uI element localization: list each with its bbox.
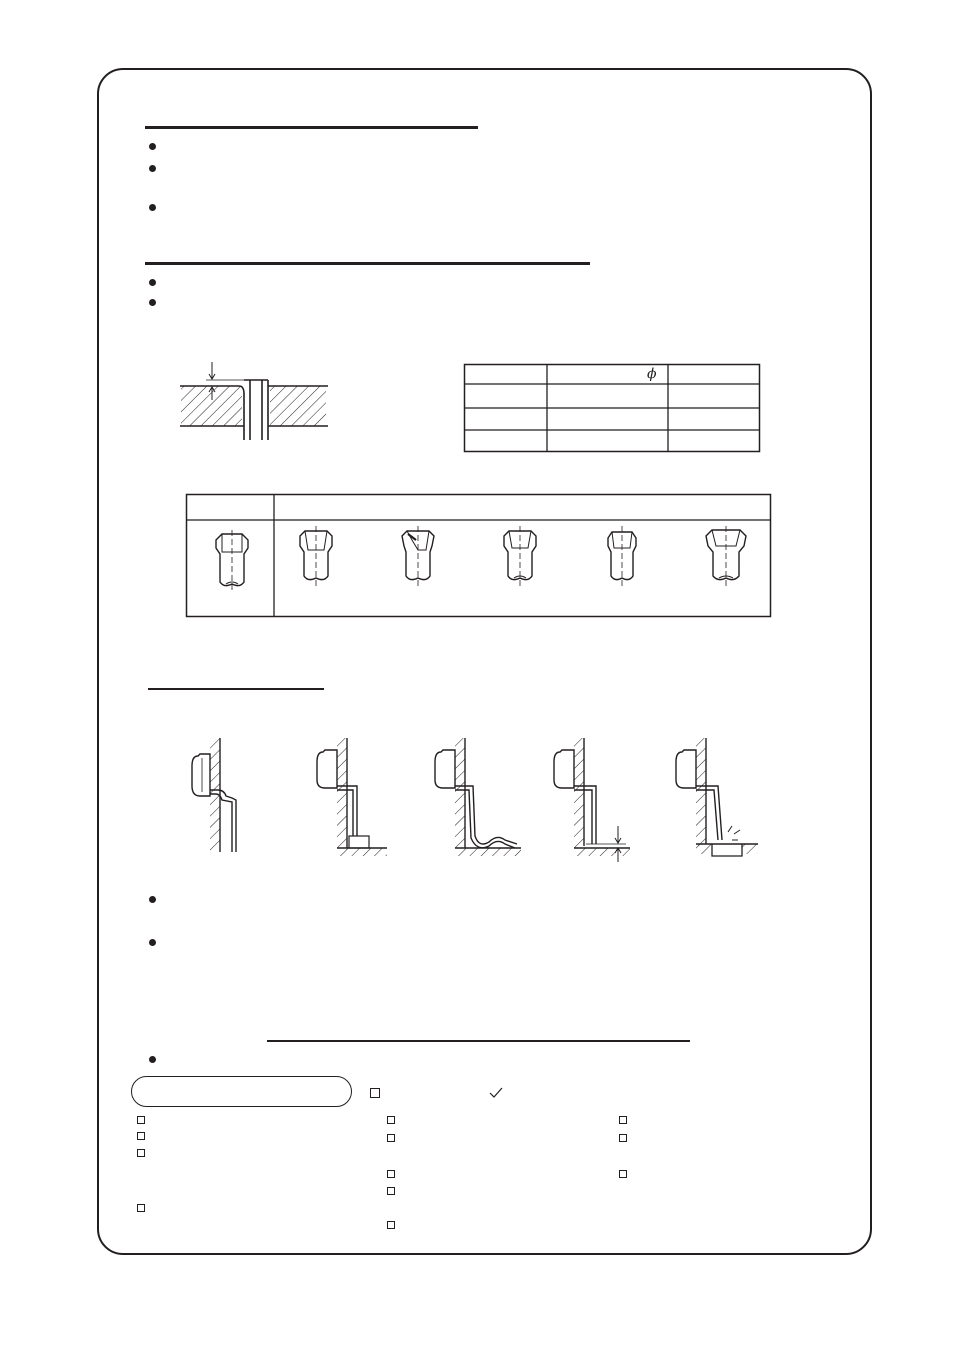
- checklist-checkbox[interactable]: [137, 1132, 145, 1140]
- checklist-checkbox[interactable]: [387, 1134, 395, 1142]
- section-3-heading-rule: [148, 688, 324, 690]
- flare-defect-icon-1: [296, 524, 336, 588]
- checklist-title-box: [131, 1076, 352, 1107]
- checklist-checkbox[interactable]: [619, 1116, 627, 1124]
- checklist-checkbox[interactable]: [619, 1170, 627, 1178]
- drain-pipe-figure-4: [550, 736, 640, 866]
- bullet-icon: [149, 299, 156, 306]
- checklist-header-checkbox[interactable]: [370, 1088, 380, 1098]
- section-1-heading-rule: [145, 126, 478, 129]
- checklist-checkbox[interactable]: [137, 1149, 145, 1157]
- checklist-checkbox[interactable]: [387, 1170, 395, 1178]
- diameter-symbol: ϕ: [647, 366, 657, 382]
- flare-correct-icon: [212, 528, 252, 592]
- checklist-checkbox[interactable]: [387, 1221, 395, 1229]
- bullet-icon: [149, 165, 156, 172]
- drain-pipe-figure-3: [431, 736, 525, 860]
- checklist-checkbox[interactable]: [619, 1134, 627, 1142]
- flare-shape-comparison-table: [185, 493, 772, 619]
- bullet-icon: [149, 143, 156, 150]
- checklist-checkbox[interactable]: [387, 1116, 395, 1124]
- flare-defect-icon-5: [704, 524, 748, 588]
- bullet-icon: [149, 1056, 156, 1063]
- checklist-checkbox[interactable]: [137, 1116, 145, 1124]
- check-icon: [489, 1087, 503, 1099]
- flare-defect-icon-4: [602, 524, 642, 588]
- flare-defect-icon-2: [398, 524, 438, 588]
- section-2-heading-rule: [145, 262, 590, 265]
- flare-cross-section-figure: [176, 360, 336, 442]
- bullet-icon: [149, 204, 156, 211]
- drain-pipe-figure-1: [188, 736, 248, 856]
- drain-pipe-figure-5: [672, 736, 762, 866]
- checklist-checkbox[interactable]: [387, 1187, 395, 1195]
- flare-defect-icon-3: [500, 524, 540, 588]
- bullet-icon: [149, 896, 156, 903]
- checklist-checkbox[interactable]: [137, 1204, 145, 1212]
- bullet-icon: [149, 279, 156, 286]
- section-4-heading-rule: [267, 1040, 690, 1042]
- drain-pipe-figure-2: [313, 736, 393, 860]
- bullet-icon: [149, 939, 156, 946]
- flare-dimension-table: [463, 363, 761, 455]
